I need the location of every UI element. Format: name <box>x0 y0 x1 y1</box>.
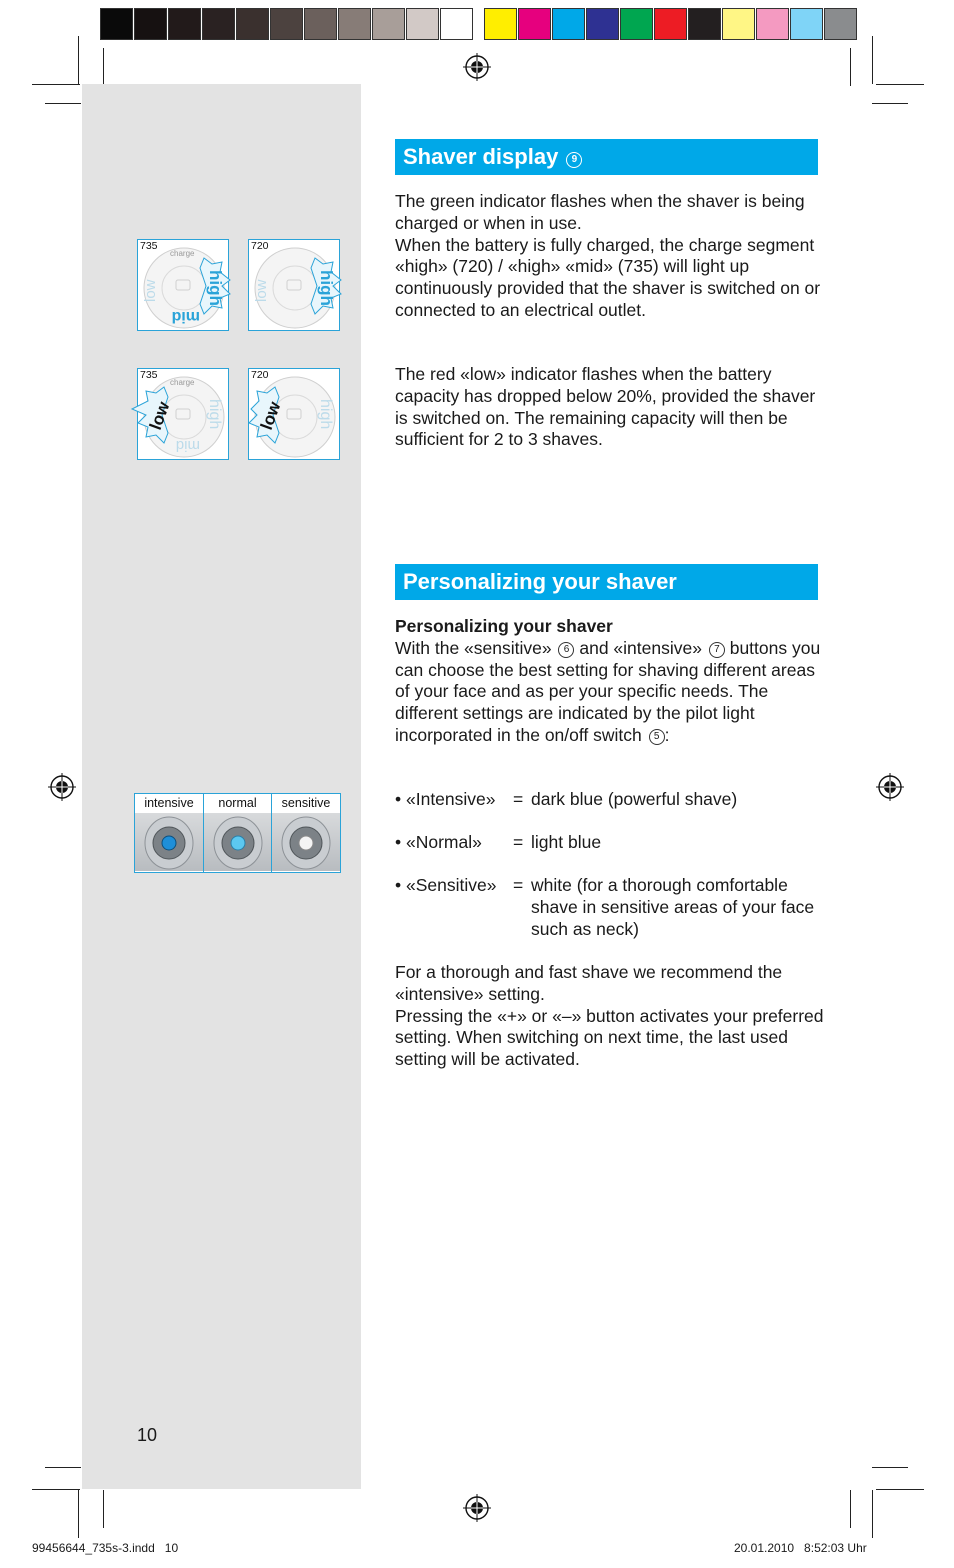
paragraph: Pressing the «+» or «–» button activates your preferred setting. When switching on next time, the last used setting will be activated. <box>395 1005 824 1070</box>
color-swatch <box>134 8 167 40</box>
model-label: 735 <box>140 369 158 381</box>
page-number: 10 <box>137 1425 158 1445</box>
crop-mark <box>850 48 851 86</box>
mode-label: intensive <box>144 796 194 810</box>
low-battery-text <box>395 364 825 451</box>
model-label: 720 <box>251 369 269 381</box>
mode-intensive <box>135 794 204 872</box>
mode-label: normal <box>218 796 257 810</box>
color-swatch <box>790 8 823 40</box>
display-735-low <box>137 368 229 460</box>
registration-mark-icon <box>463 53 491 81</box>
pilot-light-icon <box>135 813 203 871</box>
display-735-charged <box>137 239 229 331</box>
crop-mark <box>45 103 81 104</box>
footer-timestamp: 20.01.2010 8:52:03 Uhr <box>734 1541 867 1555</box>
color-swatch <box>654 8 687 40</box>
high-label: high <box>317 270 336 306</box>
crop-mark <box>872 1467 908 1468</box>
reference-number: 6 <box>558 642 574 658</box>
paragraph: The red «low» indicator flashes when the battery capacity has dropped below 20%, provided the shaver is switched on. The remaining capacity will then be sufficient for 2 to 3 shaves. <box>395 364 816 450</box>
registration-mark-icon <box>48 773 76 801</box>
crop-mark <box>872 103 908 104</box>
reference-number: 9 <box>566 152 582 168</box>
personalizing-closing <box>395 962 825 1071</box>
color-swatch <box>824 8 857 40</box>
charge-label: charge <box>170 249 195 258</box>
crop-mark <box>876 1489 924 1490</box>
color-swatch <box>440 8 473 40</box>
low-label: low <box>142 279 159 302</box>
registration-mark-icon <box>876 773 904 801</box>
low-display-icon <box>138 369 230 461</box>
mid-label: mid <box>171 308 200 325</box>
shaver-display-text <box>395 191 825 322</box>
color-swatch <box>518 8 551 40</box>
pilot-light-icon <box>204 813 272 871</box>
high-label: high <box>317 399 334 430</box>
reference-number: 5 <box>649 729 665 745</box>
color-swatch <box>304 8 337 40</box>
color-swatch <box>688 8 721 40</box>
model-label: 720 <box>251 240 269 252</box>
personalizing-intro <box>395 616 825 747</box>
mode-sensitive <box>272 794 340 872</box>
color-bar-gap <box>474 8 484 42</box>
footer-filename: 99456644_735s-3.indd 10 <box>32 1541 179 1555</box>
display-720-low <box>248 368 340 460</box>
color-swatch <box>100 8 133 40</box>
section-header-personalizing <box>395 564 818 600</box>
color-swatch <box>620 8 653 40</box>
paragraph: The green indicator flashes when the shaver is being charged or when in use. <box>395 191 805 233</box>
color-swatch <box>756 8 789 40</box>
section-header-shaver-display <box>395 139 818 175</box>
charge-display-icon <box>138 240 230 332</box>
model-label: 735 <box>140 240 158 252</box>
low-label: low <box>253 279 270 302</box>
crop-mark <box>45 1467 81 1468</box>
crop-mark <box>872 1490 873 1538</box>
section-title: Shaver display <box>403 144 559 169</box>
crop-mark <box>876 84 924 85</box>
color-swatch <box>722 8 755 40</box>
charge-display-icon <box>249 240 341 332</box>
color-swatch <box>270 8 303 40</box>
color-swatch <box>202 8 235 40</box>
color-calibration-bar <box>100 8 858 42</box>
high-label: high <box>206 399 223 430</box>
crop-mark <box>32 84 80 85</box>
reference-number: 7 <box>709 642 725 658</box>
color-swatch <box>552 8 585 40</box>
paragraph: When the battery is fully charged, the charge segment «high» (720) / «high» «mid» (735) will light up continuously provided that the shaver is switched on or connected to an electrical outlet. <box>395 234 821 320</box>
charge-label: charge <box>170 378 195 387</box>
crop-mark <box>32 1489 80 1490</box>
mid-label: mid <box>175 437 200 454</box>
color-swatch <box>338 8 371 40</box>
crop-mark <box>850 1490 851 1528</box>
color-swatch <box>168 8 201 40</box>
mode-label: sensitive <box>281 796 331 810</box>
high-label: high <box>206 270 225 306</box>
color-swatch <box>236 8 269 40</box>
mode-normal <box>204 794 272 872</box>
crop-mark <box>103 48 104 86</box>
subheading: Personalizing your shaver <box>395 616 613 636</box>
crop-mark <box>78 36 79 84</box>
registration-mark-icon <box>463 1494 491 1522</box>
color-swatch <box>406 8 439 40</box>
color-swatch <box>372 8 405 40</box>
low-label: low <box>145 399 174 433</box>
color-swatch <box>586 8 619 40</box>
section-title: Personalizing your shaver <box>403 569 677 594</box>
crop-mark <box>78 1490 79 1538</box>
shave-mode-illustration <box>134 793 341 873</box>
low-label: low <box>256 399 285 433</box>
pilot-light-icon <box>272 813 340 871</box>
paragraph: For a thorough and fast shave we recommend the «intensive» setting. <box>395 962 783 1004</box>
paragraph: With the «sensitive» 6 and «intensive» 7 buttons you can choose the best setting for shaving different areas of your face and as per your specific needs. The different settings are indicated by the pilot light incorporated in the on/off switch 5 : <box>395 637 821 745</box>
low-display-icon <box>249 369 341 461</box>
color-swatch <box>484 8 517 40</box>
crop-mark <box>103 1490 104 1528</box>
crop-mark <box>872 36 873 84</box>
display-720-charged <box>248 239 340 331</box>
